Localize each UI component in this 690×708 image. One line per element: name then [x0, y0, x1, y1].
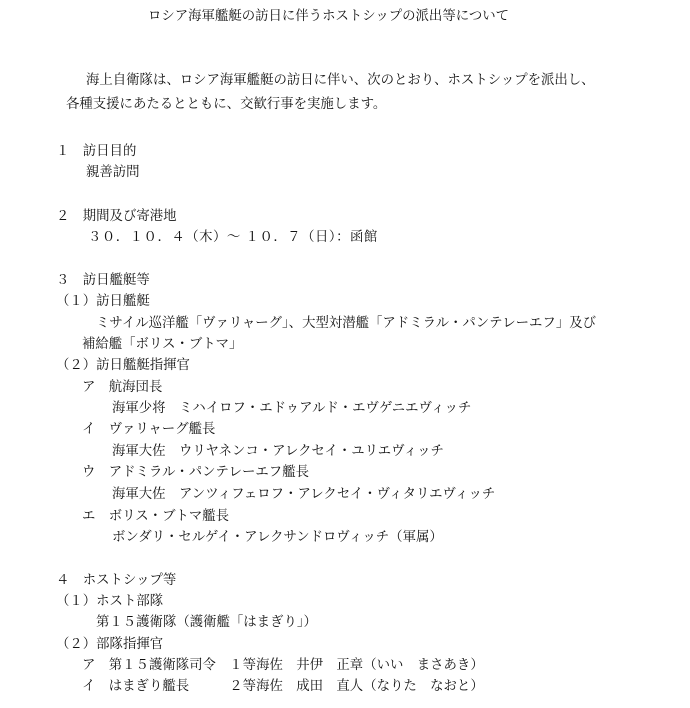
commander-i-name: 海軍大佐 ウリヤネンコ・アレクセイ・ユリエヴィッチ	[112, 444, 444, 459]
section-3-sub-1-heading: （１）訪日艦艇	[56, 294, 150, 309]
commander-a-label: ア 航海団長	[82, 380, 163, 395]
section-4-sub-2-heading: （２）部隊指揮官	[56, 637, 164, 652]
section-3-sub-2-heading: （２）訪日艦艇指揮官	[56, 358, 190, 373]
section-2-heading: ２ 期間及び寄港地	[56, 209, 177, 224]
section-3-sub-1-line-2: 補給艦「ボリス・ブトマ」	[82, 337, 243, 352]
commander-e-name: ボンダリ・セルゲイ・アレクサンドロヴィッチ（軍属）	[112, 530, 443, 545]
section-2-body: ３０．１０．４（木）～ １０．７（日）：函館	[88, 230, 378, 245]
section-3-heading: ３ 訪日艦艇等	[56, 273, 150, 288]
commander-u-name: 海軍大佐 アンツィフェロフ・アレクセイ・ヴィタリエヴィッチ	[112, 487, 496, 502]
section-4-sub-1-heading: （１）ホスト部隊	[56, 594, 164, 609]
section-4-sub-1-body: 第１５護衛隊（護衛艦「はまぎり」）	[96, 615, 317, 630]
commander-i-label: イ ヴァリャーグ艦長	[82, 422, 216, 437]
intro-line-1: 海上自衛隊は、ロシア海軍艦艇の訪日に伴い、次のとおり、ホストシップを派出し、	[86, 73, 595, 88]
section-1-body: 親善訪問	[86, 165, 140, 180]
officer-a-line: ア 第１５護衛隊司令 １等海佐 井伊 正章（いい まさあき）	[82, 658, 484, 673]
officer-i-line: イ はまぎり艦長 ２等海佐 成田 直人（なりた なおと）	[82, 679, 484, 694]
commander-a-name: 海軍少将 ミハイロフ・エドゥアルド・エヴゲニエヴィッチ	[112, 401, 472, 416]
intro-line-2: 各種支援にあたるとともに、交歓行事を実施します。	[66, 97, 387, 112]
section-3-sub-1-line-1: ミサイル巡洋艦「ヴァリャーグ」、大型対潜艦「アドミラル・パンテレーエフ」及び	[96, 316, 596, 331]
document-title: ロシア海軍艦艇の訪日に伴うホストシップの派出等について	[148, 9, 510, 24]
commander-u-label: ウ アドミラル・パンテレーエフ艦長	[82, 465, 309, 480]
section-4-heading: ４ ホストシップ等	[56, 573, 177, 588]
commander-e-label: エ ボリス・ブトマ艦長	[82, 509, 230, 524]
section-1-heading: １ 訪日目的	[56, 144, 137, 159]
